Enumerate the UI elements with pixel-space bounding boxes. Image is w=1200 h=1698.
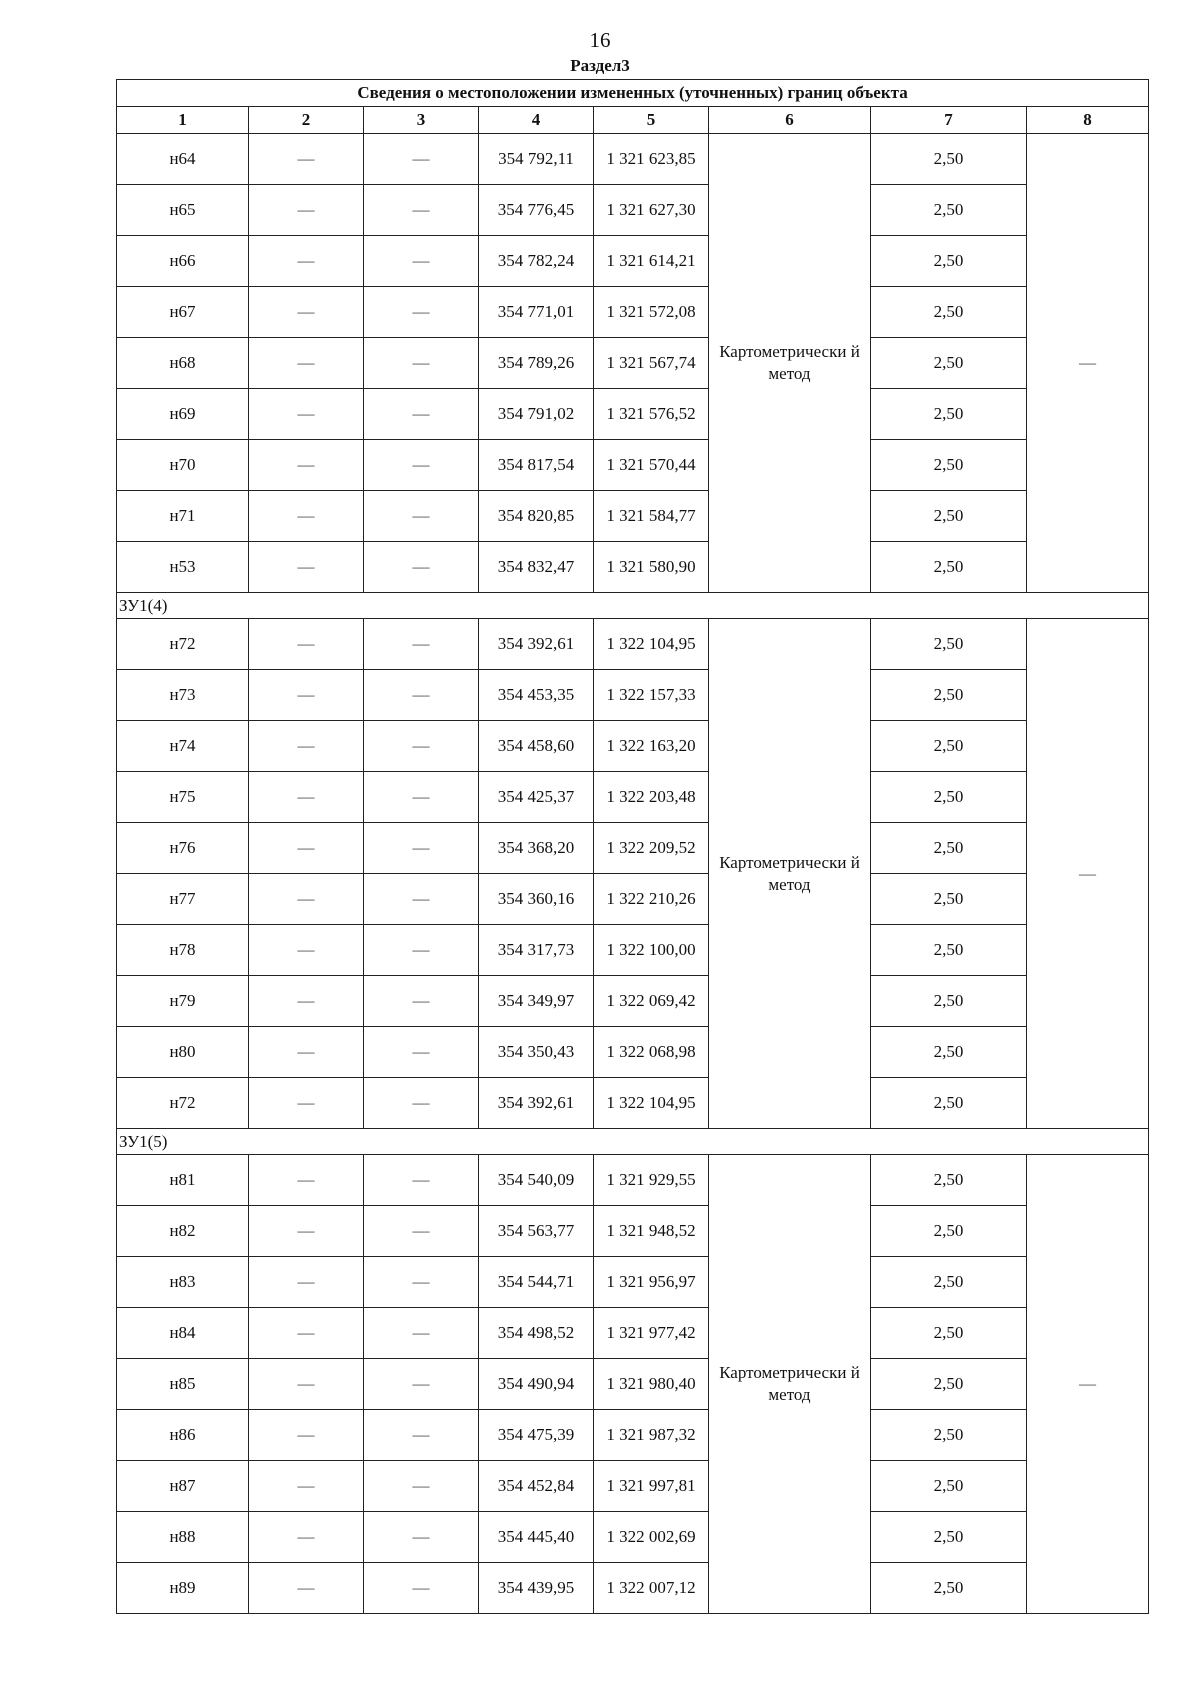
precision-cell: 2,50 <box>871 389 1027 440</box>
precision-cell: 2,50 <box>871 1461 1027 1512</box>
coordinates-table <box>116 79 1149 1614</box>
point-name-cell: н72 <box>117 1078 249 1129</box>
precision-cell: 2,50 <box>871 236 1027 287</box>
x-coordinate-cell: 354 392,61 <box>479 1078 594 1129</box>
column-header: 7 <box>871 107 1027 134</box>
precision-cell: 2,50 <box>871 823 1027 874</box>
precision-cell: 2,50 <box>871 542 1027 593</box>
x-coordinate-cell: 354 392,61 <box>479 619 594 670</box>
column-header-row <box>117 107 1149 134</box>
precision-cell: 2,50 <box>871 976 1027 1027</box>
y-coordinate-cell: 1 321 997,81 <box>594 1461 709 1512</box>
table-row <box>117 1078 1149 1129</box>
col8-cell: — <box>1027 134 1149 593</box>
y-coordinate-cell: 1 322 104,95 <box>594 619 709 670</box>
y-coordinate-cell: 1 321 956,97 <box>594 1257 709 1308</box>
x-coordinate-cell: 354 563,77 <box>479 1206 594 1257</box>
x-coordinate-cell: 354 350,43 <box>479 1027 594 1078</box>
y-coordinate-cell: 1 321 572,08 <box>594 287 709 338</box>
table-row <box>117 772 1149 823</box>
table-body <box>117 134 1149 1614</box>
precision-cell: 2,50 <box>871 670 1027 721</box>
table-row <box>117 874 1149 925</box>
x-coordinate-cell: 354 791,02 <box>479 389 594 440</box>
col2-cell: — <box>249 670 364 721</box>
table-row <box>117 721 1149 772</box>
col2-cell: — <box>249 1257 364 1308</box>
precision-cell: 2,50 <box>871 1308 1027 1359</box>
table-row <box>117 1257 1149 1308</box>
col3-cell: — <box>364 287 479 338</box>
column-header: 5 <box>594 107 709 134</box>
y-coordinate-cell: 1 322 210,26 <box>594 874 709 925</box>
col2-cell: — <box>249 389 364 440</box>
table-row <box>117 134 1149 185</box>
col2-cell: — <box>249 338 364 389</box>
point-name-cell: н72 <box>117 619 249 670</box>
point-name-cell: н66 <box>117 236 249 287</box>
y-coordinate-cell: 1 322 100,00 <box>594 925 709 976</box>
precision-cell: 2,50 <box>871 1512 1027 1563</box>
point-name-cell: н83 <box>117 1257 249 1308</box>
col2-cell: — <box>249 976 364 1027</box>
precision-cell: 2,50 <box>871 1563 1027 1614</box>
col2-cell: — <box>249 1461 364 1512</box>
col3-cell: — <box>364 1027 479 1078</box>
point-name-cell: н89 <box>117 1563 249 1614</box>
precision-cell: 2,50 <box>871 619 1027 670</box>
x-coordinate-cell: 354 792,11 <box>479 134 594 185</box>
col2-cell: — <box>249 1563 364 1614</box>
table-row <box>117 1206 1149 1257</box>
table-row <box>117 440 1149 491</box>
column-header: 4 <box>479 107 594 134</box>
table-row <box>117 1027 1149 1078</box>
col3-cell: — <box>364 338 479 389</box>
table-row <box>117 976 1149 1027</box>
y-coordinate-cell: 1 322 163,20 <box>594 721 709 772</box>
point-name-cell: н71 <box>117 491 249 542</box>
table-row <box>117 338 1149 389</box>
table-row <box>117 185 1149 236</box>
section-title: Раздел3 <box>570 56 630 75</box>
col8-cell: — <box>1027 619 1149 1129</box>
col3-cell: — <box>364 823 479 874</box>
column-header: 3 <box>364 107 479 134</box>
point-name-cell: н82 <box>117 1206 249 1257</box>
x-coordinate-cell: 354 771,01 <box>479 287 594 338</box>
precision-cell: 2,50 <box>871 874 1027 925</box>
y-coordinate-cell: 1 321 980,40 <box>594 1359 709 1410</box>
col3-cell: — <box>364 1078 479 1129</box>
point-name-cell: н70 <box>117 440 249 491</box>
point-name-cell: н65 <box>117 185 249 236</box>
method-cell: Картометрически й метод <box>709 1155 871 1614</box>
precision-cell: 2,50 <box>871 491 1027 542</box>
precision-cell: 2,50 <box>871 440 1027 491</box>
table-row <box>117 1512 1149 1563</box>
table-row <box>117 542 1149 593</box>
column-header: 2 <box>249 107 364 134</box>
col2-cell: — <box>249 1078 364 1129</box>
y-coordinate-cell: 1 321 570,44 <box>594 440 709 491</box>
point-name-cell: н86 <box>117 1410 249 1461</box>
precision-cell: 2,50 <box>871 1206 1027 1257</box>
y-coordinate-cell: 1 322 157,33 <box>594 670 709 721</box>
y-coordinate-cell: 1 322 007,12 <box>594 1563 709 1614</box>
col3-cell: — <box>364 1155 479 1206</box>
point-name-cell: н74 <box>117 721 249 772</box>
col3-cell: — <box>364 389 479 440</box>
x-coordinate-cell: 354 349,97 <box>479 976 594 1027</box>
col2-cell: — <box>249 440 364 491</box>
point-name-cell: н79 <box>117 976 249 1027</box>
point-name-cell: н85 <box>117 1359 249 1410</box>
table-row <box>117 1410 1149 1461</box>
precision-cell: 2,50 <box>871 1257 1027 1308</box>
precision-cell: 2,50 <box>871 925 1027 976</box>
x-coordinate-cell: 354 453,35 <box>479 670 594 721</box>
col3-cell: — <box>364 772 479 823</box>
table-row <box>117 287 1149 338</box>
y-coordinate-cell: 1 321 567,74 <box>594 338 709 389</box>
col2-cell: — <box>249 185 364 236</box>
table-row <box>117 925 1149 976</box>
y-coordinate-cell: 1 322 069,42 <box>594 976 709 1027</box>
x-coordinate-cell: 354 820,85 <box>479 491 594 542</box>
y-coordinate-cell: 1 322 002,69 <box>594 1512 709 1563</box>
y-coordinate-cell: 1 321 576,52 <box>594 389 709 440</box>
col3-cell: — <box>364 1308 479 1359</box>
col3-cell: — <box>364 542 479 593</box>
y-coordinate-cell: 1 321 614,21 <box>594 236 709 287</box>
col3-cell: — <box>364 1410 479 1461</box>
col3-cell: — <box>364 491 479 542</box>
table-row <box>117 491 1149 542</box>
x-coordinate-cell: 354 817,54 <box>479 440 594 491</box>
point-name-cell: н87 <box>117 1461 249 1512</box>
y-coordinate-cell: 1 321 627,30 <box>594 185 709 236</box>
y-coordinate-cell: 1 322 203,48 <box>594 772 709 823</box>
col2-cell: — <box>249 1155 364 1206</box>
table-row <box>117 236 1149 287</box>
table-row <box>117 1461 1149 1512</box>
group-label: ЗУ1(5) <box>117 1129 1149 1155</box>
point-name-cell: н64 <box>117 134 249 185</box>
col3-cell: — <box>364 670 479 721</box>
table-row <box>117 389 1149 440</box>
point-name-cell: н81 <box>117 1155 249 1206</box>
col2-cell: — <box>249 1027 364 1078</box>
x-coordinate-cell: 354 832,47 <box>479 542 594 593</box>
y-coordinate-cell: 1 321 987,32 <box>594 1410 709 1461</box>
col2-cell: — <box>249 874 364 925</box>
col3-cell: — <box>364 976 479 1027</box>
precision-cell: 2,50 <box>871 1155 1027 1206</box>
x-coordinate-cell: 354 544,71 <box>479 1257 594 1308</box>
y-coordinate-cell: 1 322 068,98 <box>594 1027 709 1078</box>
x-coordinate-cell: 354 475,39 <box>479 1410 594 1461</box>
x-coordinate-cell: 354 776,45 <box>479 185 594 236</box>
col2-cell: — <box>249 287 364 338</box>
method-cell: Картометрически й метод <box>709 134 871 593</box>
x-coordinate-cell: 354 458,60 <box>479 721 594 772</box>
x-coordinate-cell: 354 368,20 <box>479 823 594 874</box>
col2-cell: — <box>249 1359 364 1410</box>
col2-cell: — <box>249 823 364 874</box>
column-header: 1 <box>117 107 249 134</box>
col3-cell: — <box>364 1461 479 1512</box>
col3-cell: — <box>364 236 479 287</box>
col2-cell: — <box>249 1206 364 1257</box>
col3-cell: — <box>364 1257 479 1308</box>
col3-cell: — <box>364 619 479 670</box>
point-name-cell: н75 <box>117 772 249 823</box>
col2-cell: — <box>249 542 364 593</box>
col3-cell: — <box>364 134 479 185</box>
point-name-cell: н67 <box>117 287 249 338</box>
x-coordinate-cell: 354 490,94 <box>479 1359 594 1410</box>
x-coordinate-cell: 354 360,16 <box>479 874 594 925</box>
table-row <box>117 1155 1149 1206</box>
group-row <box>117 1129 1149 1155</box>
method-cell: Картометрически й метод <box>709 619 871 1129</box>
col2-cell: — <box>249 134 364 185</box>
col2-cell: — <box>249 619 364 670</box>
point-name-cell: н78 <box>117 925 249 976</box>
precision-cell: 2,50 <box>871 185 1027 236</box>
x-coordinate-cell: 354 540,09 <box>479 1155 594 1206</box>
col2-cell: — <box>249 1308 364 1359</box>
precision-cell: 2,50 <box>871 721 1027 772</box>
col3-cell: — <box>364 1359 479 1410</box>
column-header: 8 <box>1027 107 1149 134</box>
point-name-cell: н84 <box>117 1308 249 1359</box>
col2-cell: — <box>249 491 364 542</box>
y-coordinate-cell: 1 322 209,52 <box>594 823 709 874</box>
point-name-cell: н76 <box>117 823 249 874</box>
col2-cell: — <box>249 236 364 287</box>
col3-cell: — <box>364 1563 479 1614</box>
col3-cell: — <box>364 440 479 491</box>
col3-cell: — <box>364 1206 479 1257</box>
precision-cell: 2,50 <box>871 772 1027 823</box>
y-coordinate-cell: 1 321 580,90 <box>594 542 709 593</box>
point-name-cell: н69 <box>117 389 249 440</box>
point-name-cell: н53 <box>117 542 249 593</box>
group-row <box>117 593 1149 619</box>
y-coordinate-cell: 1 322 104,95 <box>594 1078 709 1129</box>
col2-cell: — <box>249 1512 364 1563</box>
precision-cell: 2,50 <box>871 338 1027 389</box>
col3-cell: — <box>364 721 479 772</box>
col3-cell: — <box>364 874 479 925</box>
y-coordinate-cell: 1 321 929,55 <box>594 1155 709 1206</box>
column-header: 6 <box>709 107 871 134</box>
x-coordinate-cell: 354 317,73 <box>479 925 594 976</box>
col3-cell: — <box>364 185 479 236</box>
col3-cell: — <box>364 925 479 976</box>
table-row <box>117 1359 1149 1410</box>
table-caption: Сведения о местоположении измененных (уточненных) границ объекта <box>117 80 1149 107</box>
col2-cell: — <box>249 925 364 976</box>
point-name-cell: н80 <box>117 1027 249 1078</box>
col2-cell: — <box>249 1410 364 1461</box>
y-coordinate-cell: 1 321 584,77 <box>594 491 709 542</box>
page-number: 16 <box>589 28 611 52</box>
x-coordinate-cell: 354 425,37 <box>479 772 594 823</box>
x-coordinate-cell: 354 439,95 <box>479 1563 594 1614</box>
table-row <box>117 1563 1149 1614</box>
precision-cell: 2,50 <box>871 1078 1027 1129</box>
x-coordinate-cell: 354 452,84 <box>479 1461 594 1512</box>
precision-cell: 2,50 <box>871 1410 1027 1461</box>
col3-cell: — <box>364 1512 479 1563</box>
table-row <box>117 670 1149 721</box>
table-row <box>117 619 1149 670</box>
point-name-cell: н77 <box>117 874 249 925</box>
x-coordinate-cell: 354 789,26 <box>479 338 594 389</box>
precision-cell: 2,50 <box>871 287 1027 338</box>
group-label: ЗУ1(4) <box>117 593 1149 619</box>
col8-cell: — <box>1027 1155 1149 1614</box>
y-coordinate-cell: 1 321 623,85 <box>594 134 709 185</box>
x-coordinate-cell: 354 498,52 <box>479 1308 594 1359</box>
precision-cell: 2,50 <box>871 134 1027 185</box>
table-row <box>117 823 1149 874</box>
point-name-cell: н73 <box>117 670 249 721</box>
x-coordinate-cell: 354 782,24 <box>479 236 594 287</box>
precision-cell: 2,50 <box>871 1359 1027 1410</box>
col2-cell: — <box>249 772 364 823</box>
point-name-cell: н88 <box>117 1512 249 1563</box>
x-coordinate-cell: 354 445,40 <box>479 1512 594 1563</box>
precision-cell: 2,50 <box>871 1027 1027 1078</box>
table-row <box>117 1308 1149 1359</box>
y-coordinate-cell: 1 321 948,52 <box>594 1206 709 1257</box>
y-coordinate-cell: 1 321 977,42 <box>594 1308 709 1359</box>
col2-cell: — <box>249 721 364 772</box>
point-name-cell: н68 <box>117 338 249 389</box>
